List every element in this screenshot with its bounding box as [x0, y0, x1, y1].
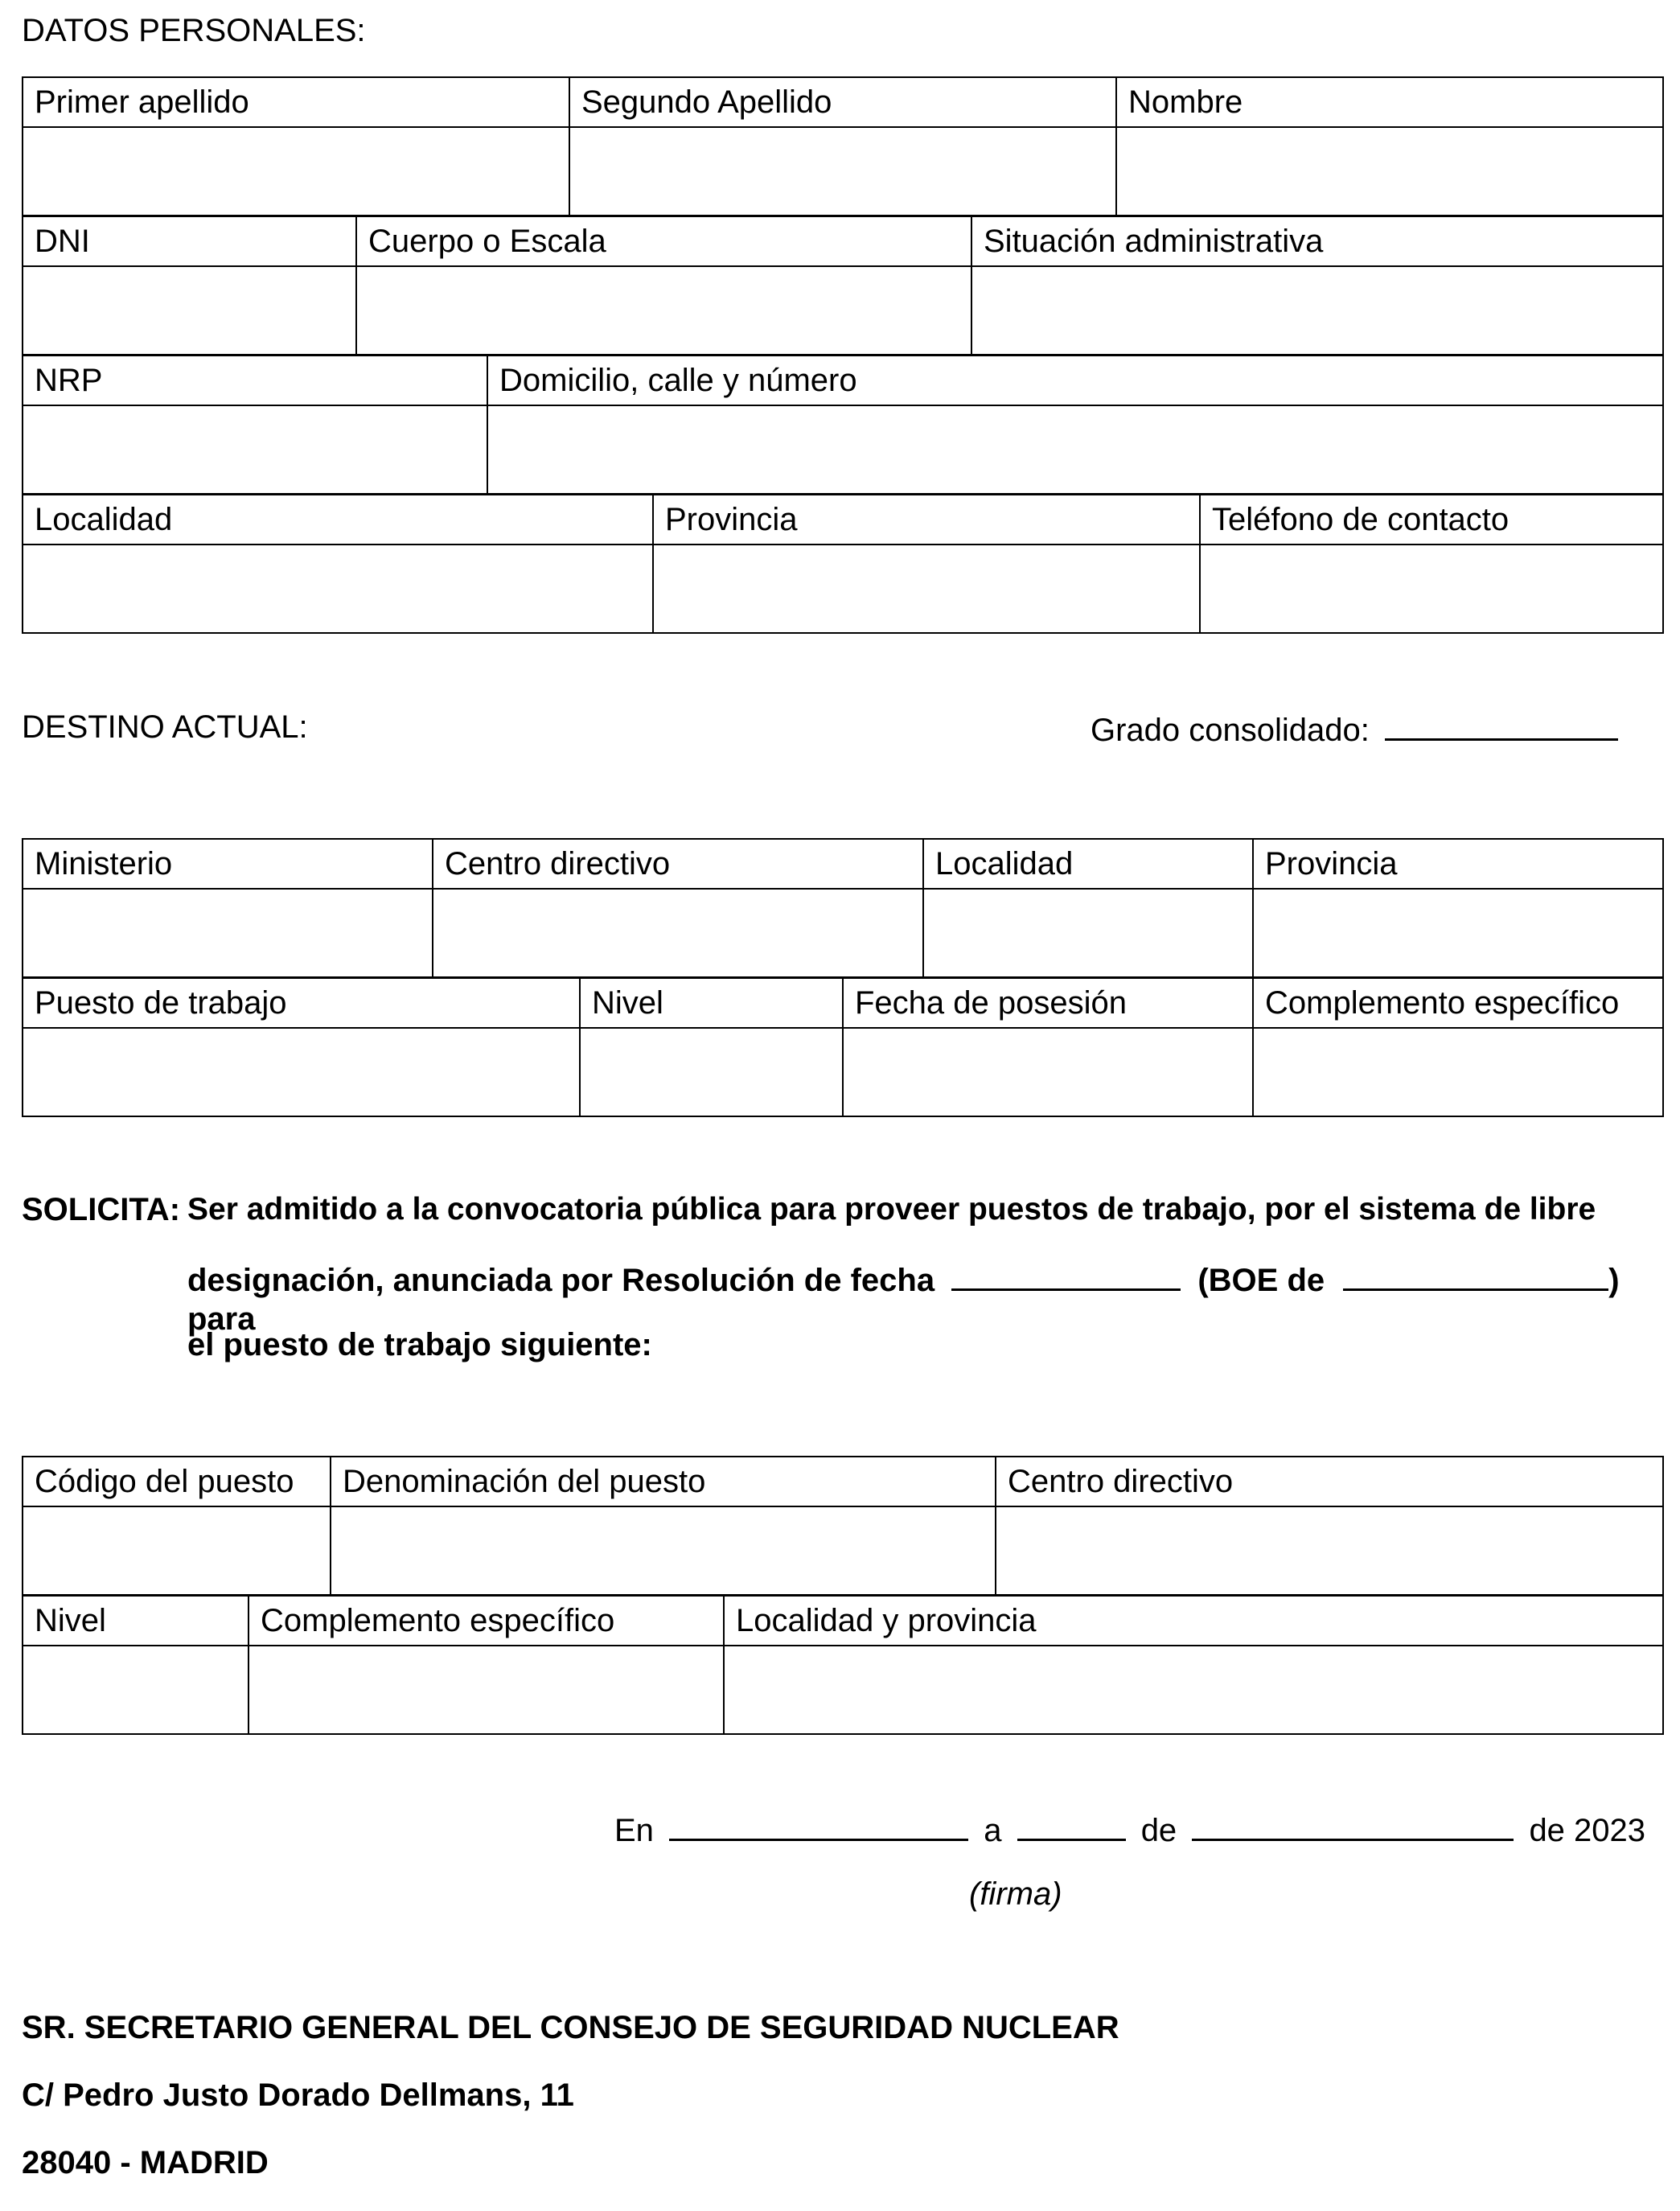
- field-input-complemento-puesto[interactable]: [249, 1646, 724, 1734]
- solicita-boe-text: (BOE de: [1197, 1263, 1325, 1298]
- field-label-nivel: Nivel: [580, 978, 843, 1028]
- date-line: [614, 1808, 1645, 1850]
- solicita-label: SOLICITA:: [22, 1192, 181, 1227]
- field-label-situacion-administrativa: Situación administrativa: [971, 216, 1663, 266]
- field-input-denominacion-puesto[interactable]: [331, 1506, 996, 1595]
- field-label-ministerio: Ministerio: [23, 839, 433, 889]
- resolucion-fecha-blank[interactable]: [951, 1258, 1181, 1291]
- field-label-centro-directivo: Centro directivo: [433, 839, 923, 889]
- solicita-line-3: el puesto de trabajo siguiente:: [187, 1327, 652, 1362]
- field-input-centro-directivo-puesto[interactable]: [996, 1506, 1663, 1595]
- field-label-nombre: Nombre: [1116, 77, 1663, 127]
- field-input-situacion-administrativa[interactable]: [971, 266, 1663, 355]
- field-input-domicilio[interactable]: [487, 405, 1663, 494]
- recipient-line-1: SR. SECRETARIO GENERAL DEL CONSEJO DE SEGURIDAD NUCLEAR: [22, 2010, 1119, 2045]
- field-label-domicilio: Domicilio, calle y número: [487, 355, 1663, 405]
- destino-table: [22, 838, 1664, 978]
- field-input-primer-apellido[interactable]: [23, 127, 569, 216]
- field-label-dni: DNI: [23, 216, 356, 266]
- puesto-table-row2: [22, 1595, 1664, 1735]
- solicita-para-text: ) para: [187, 1263, 1620, 1337]
- field-input-telefono[interactable]: [1200, 545, 1663, 633]
- field-label-nivel-puesto: Nivel: [23, 1596, 249, 1646]
- field-input-codigo-puesto[interactable]: [23, 1506, 331, 1595]
- field-input-fecha-posesion[interactable]: [843, 1028, 1253, 1116]
- field-input-puesto-trabajo[interactable]: [23, 1028, 580, 1116]
- field-input-localidad-destino[interactable]: [923, 889, 1253, 977]
- field-label-cuerpo-escala: Cuerpo o Escala: [356, 216, 971, 266]
- personal-data-table-row4: [22, 494, 1664, 634]
- field-input-cuerpo-escala[interactable]: [356, 266, 971, 355]
- section-heading-destino-actual: DESTINO ACTUAL:: [22, 709, 308, 745]
- field-input-complemento-especifico[interactable]: [1253, 1028, 1663, 1116]
- date-place-blank[interactable]: [669, 1808, 968, 1841]
- field-input-provincia[interactable]: [653, 545, 1200, 633]
- field-input-nrp[interactable]: [23, 405, 487, 494]
- field-input-nivel[interactable]: [580, 1028, 843, 1116]
- section-heading-datos-personales: DATOS PERSONALES:: [22, 13, 366, 48]
- grado-consolidado-label: Grado consolidado:: [1091, 713, 1370, 748]
- date-day-blank[interactable]: [1017, 1808, 1126, 1841]
- grado-consolidado: [1091, 708, 1618, 750]
- firma-label: (firma): [969, 1876, 1062, 1912]
- field-label-provincia-destino: Provincia: [1253, 839, 1663, 889]
- field-input-centro-directivo[interactable]: [433, 889, 923, 977]
- grado-consolidado-blank[interactable]: [1385, 708, 1618, 741]
- field-label-localidad-provincia: Localidad y provincia: [724, 1596, 1663, 1646]
- puesto-table: [22, 1456, 1664, 1596]
- field-label-centro-directivo-puesto: Centro directivo: [996, 1457, 1663, 1506]
- field-label-telefono: Teléfono de contacto: [1200, 495, 1663, 545]
- field-input-dni[interactable]: [23, 266, 356, 355]
- date-year-text: de 2023: [1529, 1813, 1646, 1848]
- field-input-nivel-puesto[interactable]: [23, 1646, 249, 1734]
- date-de-text: de: [1140, 1813, 1177, 1848]
- field-input-ministerio[interactable]: [23, 889, 433, 977]
- field-label-segundo-apellido: Segundo Apellido: [569, 77, 1116, 127]
- field-label-nrp: NRP: [23, 355, 487, 405]
- field-label-localidad: Localidad: [23, 495, 653, 545]
- date-month-blank[interactable]: [1192, 1808, 1514, 1841]
- field-label-localidad-destino: Localidad: [923, 839, 1253, 889]
- field-label-primer-apellido: Primer apellido: [23, 77, 569, 127]
- boe-fecha-blank[interactable]: [1343, 1258, 1608, 1291]
- recipient-line-2: C/ Pedro Justo Dorado Dellmans, 11: [22, 2077, 574, 2113]
- date-a-text: a: [984, 1813, 1002, 1848]
- personal-data-table: [22, 76, 1664, 216]
- solicita-line-1: Ser admitido a la convocatoria pública para proveer puestos de trabajo, por el sistema de libre: [187, 1192, 1596, 1227]
- field-label-complemento-puesto: Complemento específico: [249, 1596, 724, 1646]
- date-en-text: En: [614, 1813, 654, 1848]
- field-label-complemento-especifico: Complemento específico: [1253, 978, 1663, 1028]
- destino-table-row2: [22, 977, 1664, 1117]
- field-label-provincia: Provincia: [653, 495, 1200, 545]
- field-input-provincia-destino[interactable]: [1253, 889, 1663, 977]
- recipient-line-3: 28040 - MADRID: [22, 2145, 269, 2180]
- field-label-codigo-puesto: Código del puesto: [23, 1457, 331, 1506]
- personal-data-table-row3: [22, 355, 1664, 495]
- field-input-nombre[interactable]: [1116, 127, 1663, 216]
- field-label-fecha-posesion: Fecha de posesión: [843, 978, 1253, 1028]
- personal-data-table-row2: [22, 216, 1664, 355]
- field-input-localidad-provincia[interactable]: [724, 1646, 1663, 1734]
- field-label-denominacion-puesto: Denominación del puesto: [331, 1457, 996, 1506]
- solicita-line-2-text: designación, anunciada por Resolución de fecha: [187, 1263, 935, 1298]
- field-input-localidad[interactable]: [23, 545, 653, 633]
- field-label-puesto-trabajo: Puesto de trabajo: [23, 978, 580, 1028]
- field-input-segundo-apellido[interactable]: [569, 127, 1116, 216]
